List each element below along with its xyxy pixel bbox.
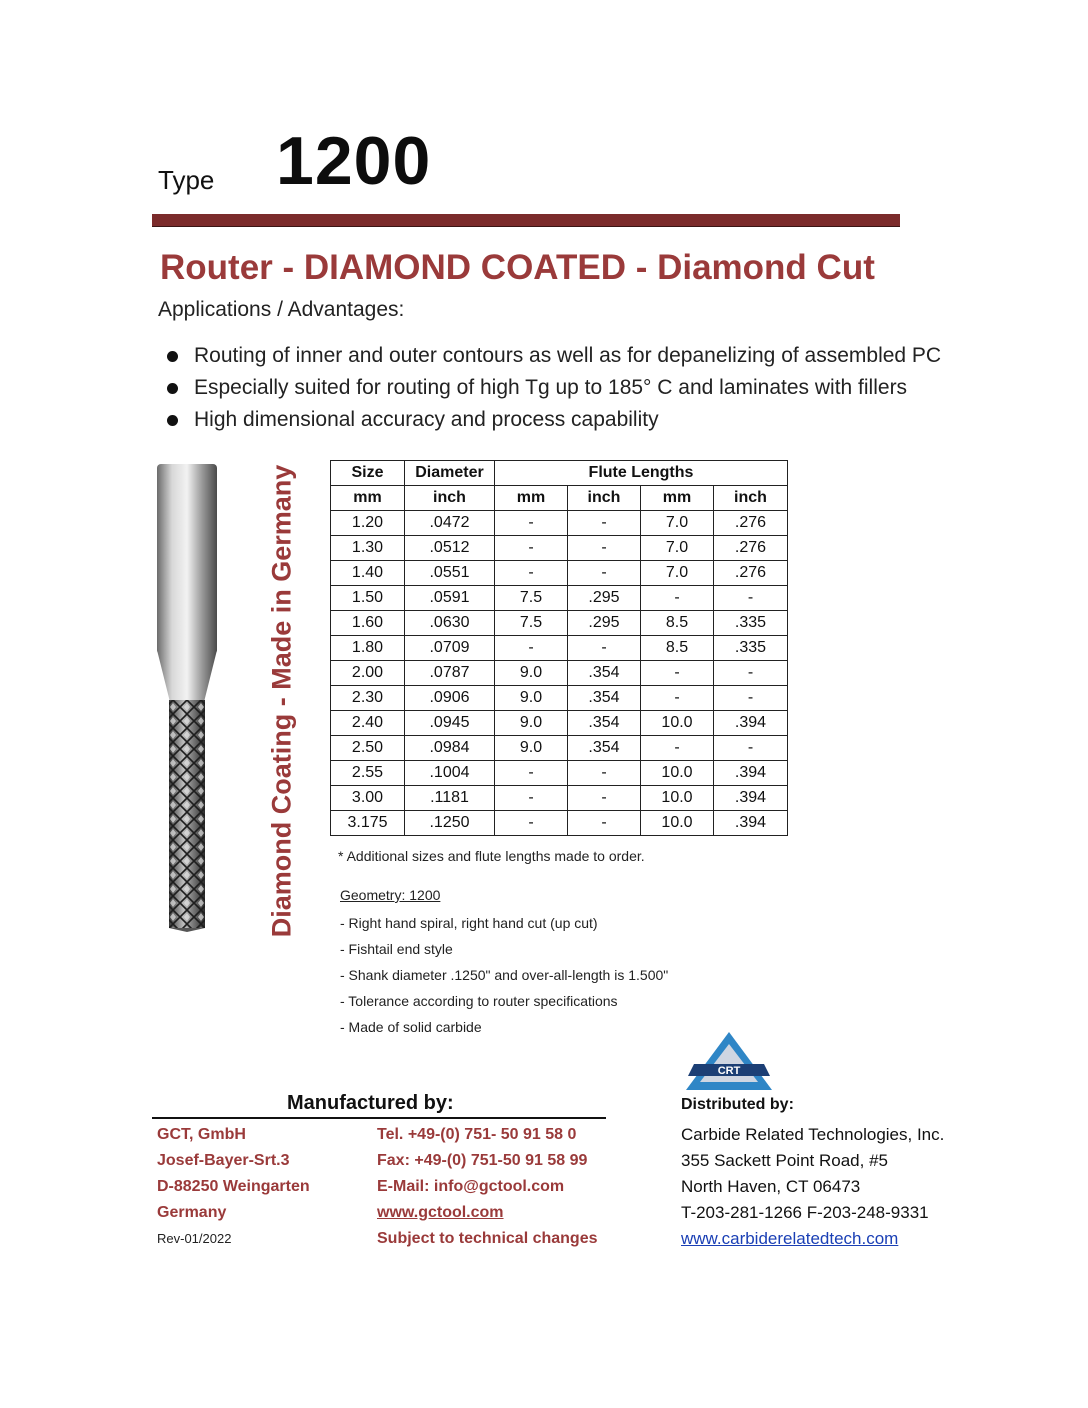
unit-cell: mm [641, 486, 714, 511]
vertical-caption [262, 462, 302, 940]
distributor-line: T-203-281-1266 F-203-248-9331 [681, 1203, 929, 1222]
table-row [331, 561, 788, 586]
table-cell: 3.175 [331, 811, 405, 836]
table-cell: - [714, 661, 788, 686]
table-note: * Additional sizes and flute lengths made to order. [338, 848, 645, 864]
table-row [331, 711, 788, 736]
vertical-caption-text: Diamond Coating - Made in Germany [266, 464, 297, 938]
table-cell: - [568, 811, 641, 836]
table-row [331, 661, 788, 686]
table-cell: 10.0 [641, 811, 714, 836]
table-cell: .1004 [405, 761, 495, 786]
table-cell: 9.0 [495, 686, 568, 711]
distributor-line: North Haven, CT 06473 [681, 1177, 861, 1196]
table-cell: .295 [568, 611, 641, 636]
table-row [331, 511, 788, 536]
header-rule [152, 214, 900, 226]
table-cell: 9.0 [495, 736, 568, 761]
crt-logo [684, 1030, 774, 1092]
unit-cell: inch [568, 486, 641, 511]
table-cell: .0591 [405, 586, 495, 611]
table-cell: - [495, 636, 568, 661]
table-cell: - [714, 686, 788, 711]
revision-label: Rev-01/2022 [157, 1231, 232, 1246]
table-cell: - [568, 786, 641, 811]
type-number: 1200 [276, 123, 432, 199]
table-cell: 9.0 [495, 661, 568, 686]
manufacturer-rule [152, 1117, 606, 1119]
unit-cell: inch [714, 486, 788, 511]
table-cell: 2.55 [331, 761, 405, 786]
table-cell: 7.5 [495, 611, 568, 636]
bullet-icon [167, 383, 178, 394]
table-cell: .0630 [405, 611, 495, 636]
table-cell: .0512 [405, 536, 495, 561]
distributor-website-link[interactable]: www.carbiderelatedtech.com [681, 1229, 899, 1248]
list-item [164, 372, 941, 404]
table-cell: - [568, 636, 641, 661]
table-cell: 1.40 [331, 561, 405, 586]
table-cell: .0709 [405, 636, 495, 661]
geometry-line: - Made of solid carbide [340, 1019, 482, 1035]
table-cell: .0787 [405, 661, 495, 686]
table-cell: .354 [568, 661, 641, 686]
table-row [331, 786, 788, 811]
table-cell: .394 [714, 711, 788, 736]
router-bit-image [152, 462, 222, 932]
table-header-row [331, 461, 788, 486]
table-cell: 7.0 [641, 511, 714, 536]
advantages-list [164, 340, 941, 436]
table-cell: .1250 [405, 811, 495, 836]
table-row [331, 611, 788, 636]
geometry-line: - Tolerance according to router specifications [340, 993, 618, 1009]
table-cell: 2.50 [331, 736, 405, 761]
table-cell: .295 [568, 586, 641, 611]
table-cell: - [641, 736, 714, 761]
distributor-line: 355 Sackett Point Road, #5 [681, 1151, 888, 1170]
manufacturer-title: Manufactured by: [287, 1092, 454, 1114]
table-row [331, 586, 788, 611]
table-cell: 9.0 [495, 711, 568, 736]
table-cell: 1.60 [331, 611, 405, 636]
manufacturer-email[interactable]: E-Mail: info@gctool.com [377, 1178, 565, 1195]
geometry-line: - Shank diameter .1250" and over-all-length is 1.500" [340, 967, 669, 983]
manufacturer-website-link[interactable]: www.gctool.com [377, 1204, 504, 1221]
geometry-title: Geometry: 1200 [340, 887, 441, 903]
table-cell: .394 [714, 786, 788, 811]
table-cell: .394 [714, 761, 788, 786]
table-cell: .394 [714, 811, 788, 836]
table-row [331, 761, 788, 786]
geometry-line: - Fishtail end style [340, 941, 453, 957]
type-label: Type [158, 165, 215, 195]
table-cell: .1181 [405, 786, 495, 811]
table-cell: 3.00 [331, 786, 405, 811]
table-cell: - [641, 686, 714, 711]
manufacturer-fax: Fax: +49-(0) 751-50 91 58 99 [377, 1152, 588, 1169]
table-cell: 7.0 [641, 561, 714, 586]
manufacturer-address-line: GCT, GmbH [157, 1126, 246, 1143]
table-cell: - [714, 586, 788, 611]
table-cell: .0945 [405, 711, 495, 736]
table-cell: - [568, 536, 641, 561]
table-cell: .276 [714, 561, 788, 586]
table-cell: 1.80 [331, 636, 405, 661]
geometry-section [340, 884, 668, 1040]
table-row [331, 736, 788, 761]
header-size: Size [331, 461, 405, 486]
table-cell: 2.00 [331, 661, 405, 686]
table-cell: 10.0 [641, 786, 714, 811]
table-row [331, 636, 788, 661]
bullet-text: High dimensional accuracy and process capability [194, 408, 659, 431]
logo-text: CRT [717, 1065, 741, 1077]
table-cell: - [641, 586, 714, 611]
table-cell: 2.40 [331, 711, 405, 736]
bullet-text: Routing of inner and outer contours as well as for depanelizing of assembled PC [194, 344, 942, 367]
table-cell: - [568, 511, 641, 536]
bullet-icon [167, 351, 178, 362]
spec-table [330, 460, 788, 836]
table-cell: - [641, 661, 714, 686]
geometry-line: - Right hand spiral, right hand cut (up cut) [340, 915, 598, 931]
technical-changes-note: Subject to technical changes [377, 1230, 598, 1247]
unit-cell: inch [405, 486, 495, 511]
table-cell: - [495, 786, 568, 811]
table-cell: 10.0 [641, 711, 714, 736]
table-cell: .0472 [405, 511, 495, 536]
table-body [331, 511, 788, 836]
table-row [331, 536, 788, 561]
table-cell: .276 [714, 511, 788, 536]
table-cell: - [495, 561, 568, 586]
distributor-address [681, 1122, 944, 1252]
distributor-line: Carbide Related Technologies, Inc. [681, 1125, 945, 1144]
list-item [164, 340, 941, 372]
table-cell: - [568, 561, 641, 586]
table-cell: .354 [568, 736, 641, 761]
manufacturer-address-line: Germany [157, 1204, 227, 1221]
table-cell: 1.30 [331, 536, 405, 561]
manufacturer-address-line: Josef-Bayer-Srt.3 [157, 1152, 290, 1169]
bullet-text: Especially suited for routing of high Tg up to 185° C and laminates with fillers [194, 376, 908, 399]
manufacturer-phone: Tel. +49-(0) 751- 50 91 58 0 [377, 1126, 577, 1143]
table-cell: .335 [714, 611, 788, 636]
table-row [331, 686, 788, 711]
applications-label: Applications / Advantages: [158, 298, 405, 321]
table-cell: .354 [568, 686, 641, 711]
manufacturer-address-line: D-88250 Weingarten [157, 1178, 310, 1195]
table-cell: 8.5 [641, 636, 714, 661]
table-cell: .354 [568, 711, 641, 736]
table-cell: - [495, 511, 568, 536]
table-cell: 7.5 [495, 586, 568, 611]
manufacturer-address [157, 1122, 310, 1252]
header-flute-lengths: Flute Lengths [495, 461, 788, 486]
table-row [331, 811, 788, 836]
table-cell: - [495, 536, 568, 561]
table-cell: 10.0 [641, 761, 714, 786]
table-cell: .276 [714, 536, 788, 561]
table-cell: 2.30 [331, 686, 405, 711]
table-cell: 7.0 [641, 536, 714, 561]
table-cell: .335 [714, 636, 788, 661]
table-cell: - [495, 761, 568, 786]
table-cell: .0984 [405, 736, 495, 761]
table-cell: - [714, 736, 788, 761]
table-cell: - [495, 811, 568, 836]
unit-cell: mm [331, 486, 405, 511]
table-cell: 1.50 [331, 586, 405, 611]
page-title: Router - DIAMOND COATED - Diamond Cut [160, 248, 875, 287]
manufacturer-contact [377, 1122, 598, 1252]
table-cell: - [568, 761, 641, 786]
distributor-title: Distributed by: [681, 1096, 794, 1113]
header-diameter: Diameter [405, 461, 495, 486]
unit-cell: mm [495, 486, 568, 511]
table-unit-row [331, 486, 788, 511]
table-cell: 8.5 [641, 611, 714, 636]
bullet-icon [167, 415, 178, 426]
list-item [164, 404, 941, 436]
table-cell: 1.20 [331, 511, 405, 536]
table-cell: .0906 [405, 686, 495, 711]
table-cell: .0551 [405, 561, 495, 586]
